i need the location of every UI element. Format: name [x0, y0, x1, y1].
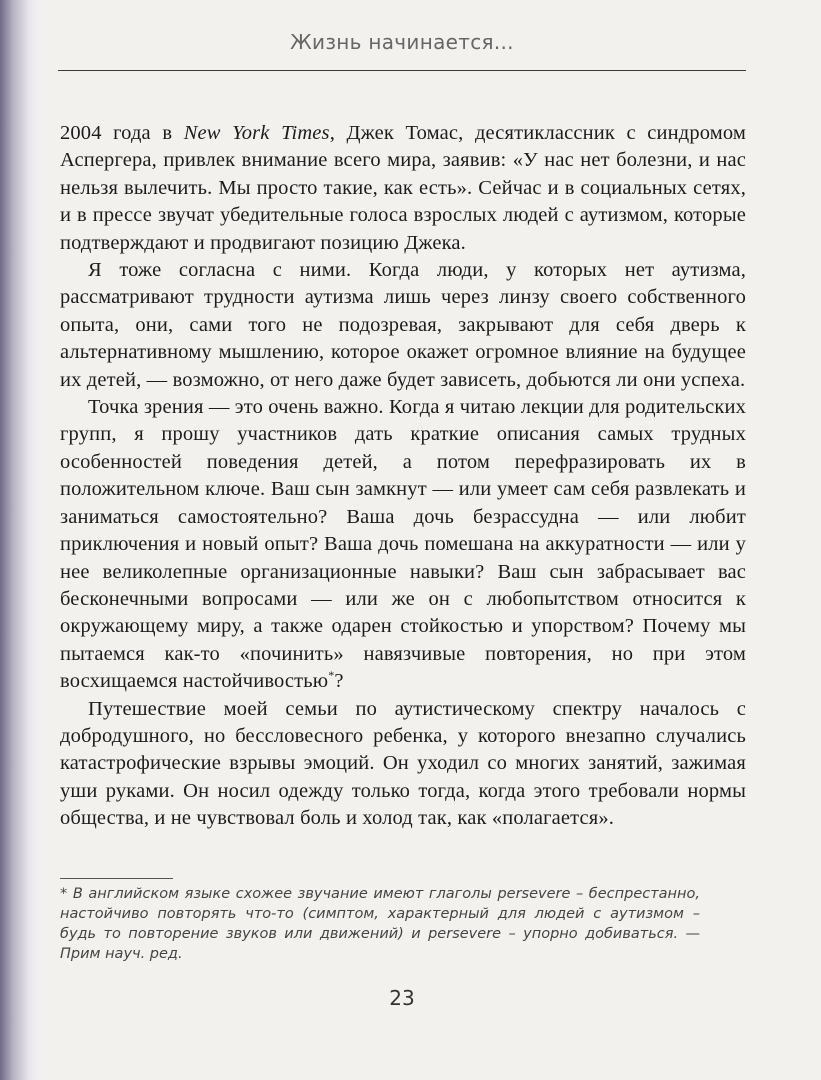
paragraph-2: Я тоже согласна с ними. Когда люди, у которых нет аутизма, рассматривают трудности аутизма лишь через линзу своего собственного опыта, они, сами того не подозревая, закрывают для себя дверь к альтернативному мышлению, которое окажет огромное влияние на будущее их детей, — возможно, от него даже будет зависеть, добьются ли они успеха.	[60, 259, 746, 391]
paragraph-3: Точка зрения — это очень важно. Когда я читаю лекции для родительских групп, я прошу участников дать краткие описания самых трудных особенностей поведения детей, а потом перефразировать их в положительном ключе. Ваш сын замкнут — или умеет сам себя развлекать и заниматься самостоятельно? Ваша дочь безрассудна — или любит приключения и новый опыт? Ваша дочь помешана на аккуратности — или у нее великолепные организационные навыки? Ваш сын забрасывает вас бесконечными вопросами — или же он с любопытством относится к окружающему миру, а также одарен стойкостью и упорством? Почему мы пытаемся как-то «починить» навязчивые повторения, но при этом восхищаемся настойчивостью*?	[60, 396, 746, 693]
running-head: Жизнь начинается...	[290, 30, 514, 54]
book-spine-shadow	[0, 0, 38, 1080]
header-rule	[58, 70, 746, 71]
body-text	[60, 120, 746, 833]
footnote	[60, 884, 700, 964]
publication-name: New York Times	[183, 122, 330, 144]
paragraph-4: Путешествие моей семьи по аутистическому спектру началось с добродушного, но бессловесного ребенка, у которого внезапно случались катастрофические взрывы эмоций. Он уходил со многих занятий, зажимая уши руками. Он носил одежду только тогда, когда этого требовали нормы общества, и не чувствовал боль и холод так, как «полагается».	[60, 697, 746, 830]
footnote-rule	[60, 878, 173, 879]
footnote-text: В английском языке схожее звучание имеют глаголы persevere – беспрестанно, настойчиво повторять что-то (симптом, характерный для людей с аутизмом – будь то повторение звуков или движений) и persevere – упорно добиваться. —	[60, 886, 700, 942]
paragraph-1: 2004 года в New York Times, Джек Томас, десятиклассник с синдромом Аспергера, привлек внимание всего мира, заявив: «У нас нет болезни, и нас нельзя вылечить. Мы просто такие, как есть». Сейчас и в социальных сетях, и в прессе звучат убедительные голоса взрослых людей с аутизмом, которые подтверждают и продвигают позицию Джека.	[60, 122, 746, 254]
page-number: 23	[389, 986, 415, 1010]
footnote-attribution: Прим науч. ред.	[60, 946, 183, 962]
footnote-marker: *	[60, 886, 68, 902]
footnote-reference[interactable]: *	[328, 668, 335, 683]
